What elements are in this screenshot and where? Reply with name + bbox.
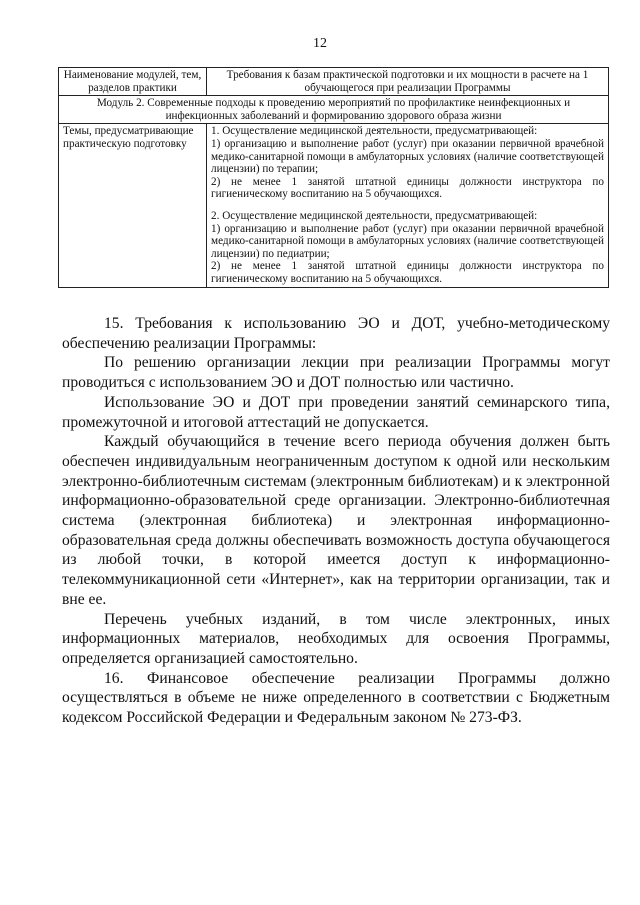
- paragraph: Каждый обучающийся в течение всего периода обучения должен быть обеспечен индивидуальным неограниченным доступом к одной или нескольким электронно-библиотечным системам (электронным библиотекам) и к электронной информационно-образовательной среде организации. Электронно-библиотечная система (электронная библиотека) и электронная информационно-образовательная среда должны обеспечивать возможность доступа обучающегося из любой точки, в которой имеется доступ к информационно-телекоммуникационной сети «Интернет», как на территории организации, так и вне ее.: [62, 433, 610, 608]
- header-col-requirements: Требования к базам практической подготовки и их мощности в расчете на 1 обучающегося при реализации Программы: [207, 68, 609, 96]
- requirement-item: 1) организацию и выполнение работ (услуг) при оказании первичной врачебной медико-санитарной помощи в амбулаторных условиях (наличие соответствующей лицензии) по терапии;: [211, 137, 604, 176]
- paragraph: По решению организации лекции при реализации Программы могут проводиться с использованием ЭО и ДОТ полностью или частично.: [62, 354, 610, 392]
- requirements-table: [58, 67, 609, 288]
- topics-cell: Темы, предусматривающие практическую подготовку: [59, 124, 207, 287]
- paragraph: Перечень учебных изданий, в том числе электронных, иных информационных материалов, необходимых для освоения Программы, определяется организацией самостоятельно.: [62, 610, 610, 667]
- requirement-block: [211, 210, 604, 286]
- table-header-row: [59, 68, 609, 96]
- paragraph-15: 15. Требования к использованию ЭО и ДОТ, учебно-методическому обеспечению реализации Программы:: [62, 315, 610, 352]
- paragraph-16: 16. Финансовое обеспечение реализации Программы должно осуществляться в объеме не ниже определенного в соответствии с Бюджетным кодексом Российской Федерации и Федеральным законом № 273-ФЗ.: [62, 669, 610, 727]
- requirement-block: [211, 125, 604, 201]
- paragraph: Использование ЭО и ДОТ при проведении занятий семинарского типа, промежуточной и итоговой аттестаций не допускается.: [62, 393, 610, 431]
- requirement-heading: 2. Осуществление медицинской деятельности, предусматривающей:: [211, 209, 538, 222]
- requirement-item: 2) не менее 1 занятой штатной единицы должности инструктора по гигиеническому воспитанию на 5 обучающихся.: [211, 260, 604, 285]
- module-row: [59, 96, 609, 124]
- header-col-modules: Наименование модулей, тем, разделов практики: [59, 68, 207, 96]
- page-number: 12: [313, 36, 327, 51]
- module-title: Модуль 2. Современные подходы к проведению мероприятий по профилактике неинфекционных и инфекционных заболеваний и формированию здорового образа жизни: [59, 96, 609, 124]
- requirement-item: 2) не менее 1 занятой штатной единицы должности инструктора по гигиеническому воспитанию на 5 обучающихся.: [211, 175, 604, 201]
- requirement-item: 1) организацию и выполнение работ (услуг) при оказании первичной врачебной медико-санитарной помощи в амбулаторных условиях (наличие соответствующей лицензии) по педиатрии;: [211, 222, 604, 260]
- requirements-cell: [207, 124, 609, 287]
- requirement-heading: 1. Осуществление медицинской деятельности, предусматривающей:: [211, 125, 538, 138]
- body-text: [62, 314, 610, 728]
- table-row: [59, 124, 609, 287]
